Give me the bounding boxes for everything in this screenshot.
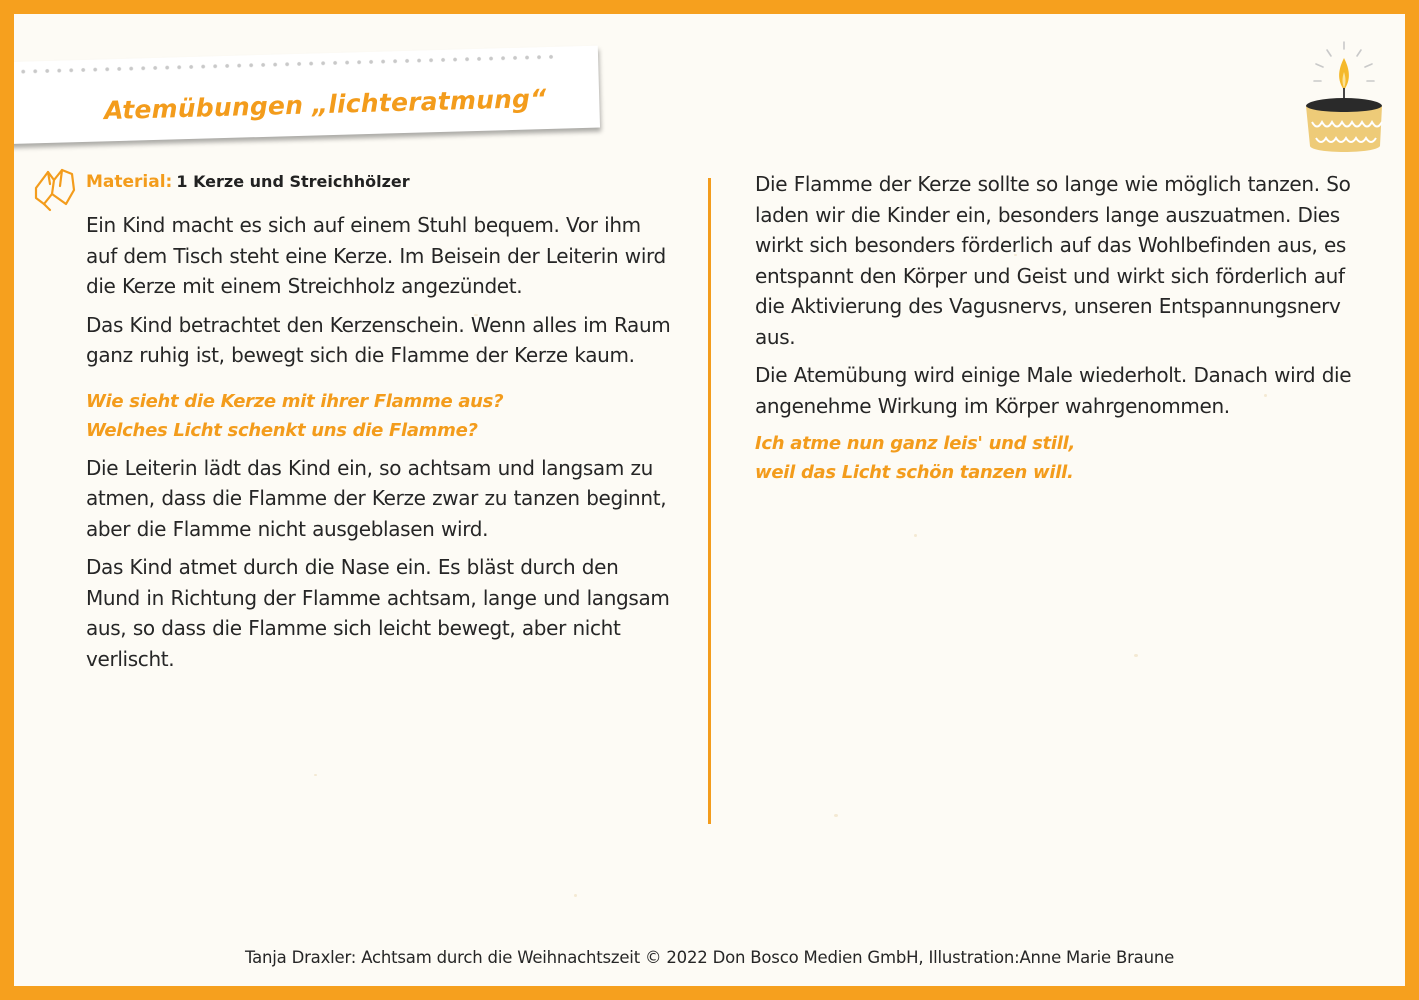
- material-value: 1 Kerze und Streichhölzer: [176, 172, 410, 191]
- paper-speck: [1134, 654, 1138, 657]
- candle-icon: [1302, 38, 1388, 160]
- paragraph: Die Atemübung wird einige Male wiederholt. Danach wird die angenehme Wirkung im Körper wahrgenommen.: [755, 363, 1352, 418]
- question-line: Wie sieht die Kerze mit ihrer Flamme aus?: [86, 390, 504, 412]
- paragraph: Das Kind betrachtet den Kerzenschein. Wenn alles im Raum ganz ruhig ist, bewegt sich die Flamme der Kerze kaum.: [86, 312, 671, 367]
- right-column: [755, 169, 1355, 495]
- page-title: Atemübungen „lichteratmung“: [103, 83, 547, 126]
- verse-line: weil das Licht schön tanzen will.: [755, 462, 1074, 483]
- material-row: [86, 172, 410, 192]
- paper-speck: [314, 774, 317, 776]
- paragraph: Das Kind atmet durch die Nase ein. Es bläst durch den Mund in Richtung der Flamme achtsam, lange und langsam aus, so dass die Flamme sich leicht bewegt, aber nicht verlischt.: [86, 555, 670, 671]
- verse-block: [755, 429, 1355, 487]
- question-block: [86, 387, 671, 445]
- paper-speck: [574, 894, 577, 897]
- column-divider: [708, 178, 711, 824]
- left-column: [86, 210, 671, 682]
- material-label: Material:: [86, 172, 173, 192]
- paper-speck: [834, 814, 838, 817]
- card: [14, 14, 1405, 986]
- question-line: Welches Licht schenkt uns die Flamme?: [86, 419, 478, 441]
- strip-perforation: [17, 54, 557, 75]
- hands-icon: [30, 164, 84, 214]
- paragraph: Ein Kind macht es sich auf einem Stuhl bequem. Vor ihm auf dem Tisch steht eine Kerze. Im Beisein der Leiterin wird die Kerze mit einem Streichholz angezündet.: [86, 213, 666, 298]
- paper-speck: [914, 534, 917, 537]
- paragraph: Die Leiterin lädt das Kind ein, so achtsam und langsam zu atmen, dass die Flamme der Kerze zwar zu tanzen beginnt, aber die Flamme nicht ausgeblasen wird.: [86, 455, 667, 541]
- footer-credit: Tanja Draxler: Achtsam durch die Weihnachtszeit © 2022 Don Bosco Medien GmbH, Illustration:Anne Marie Braune: [244, 948, 1175, 967]
- verse-line: Ich atme nun ganz leis' und still,: [755, 433, 1076, 454]
- paragraph: Die Flamme der Kerze sollte so lange wie möglich tanzen. So laden wir die Kinder ein, besonders lange auszuatmen. Dies wirkt sich besonders förderlich auf das Wohlbefinden aus, es entspannt den Körper und Geist und wirkt sich förderlich auf die Aktivierung des Vagusnervs, unseren Entspannungsnerv aus.: [755, 172, 1351, 349]
